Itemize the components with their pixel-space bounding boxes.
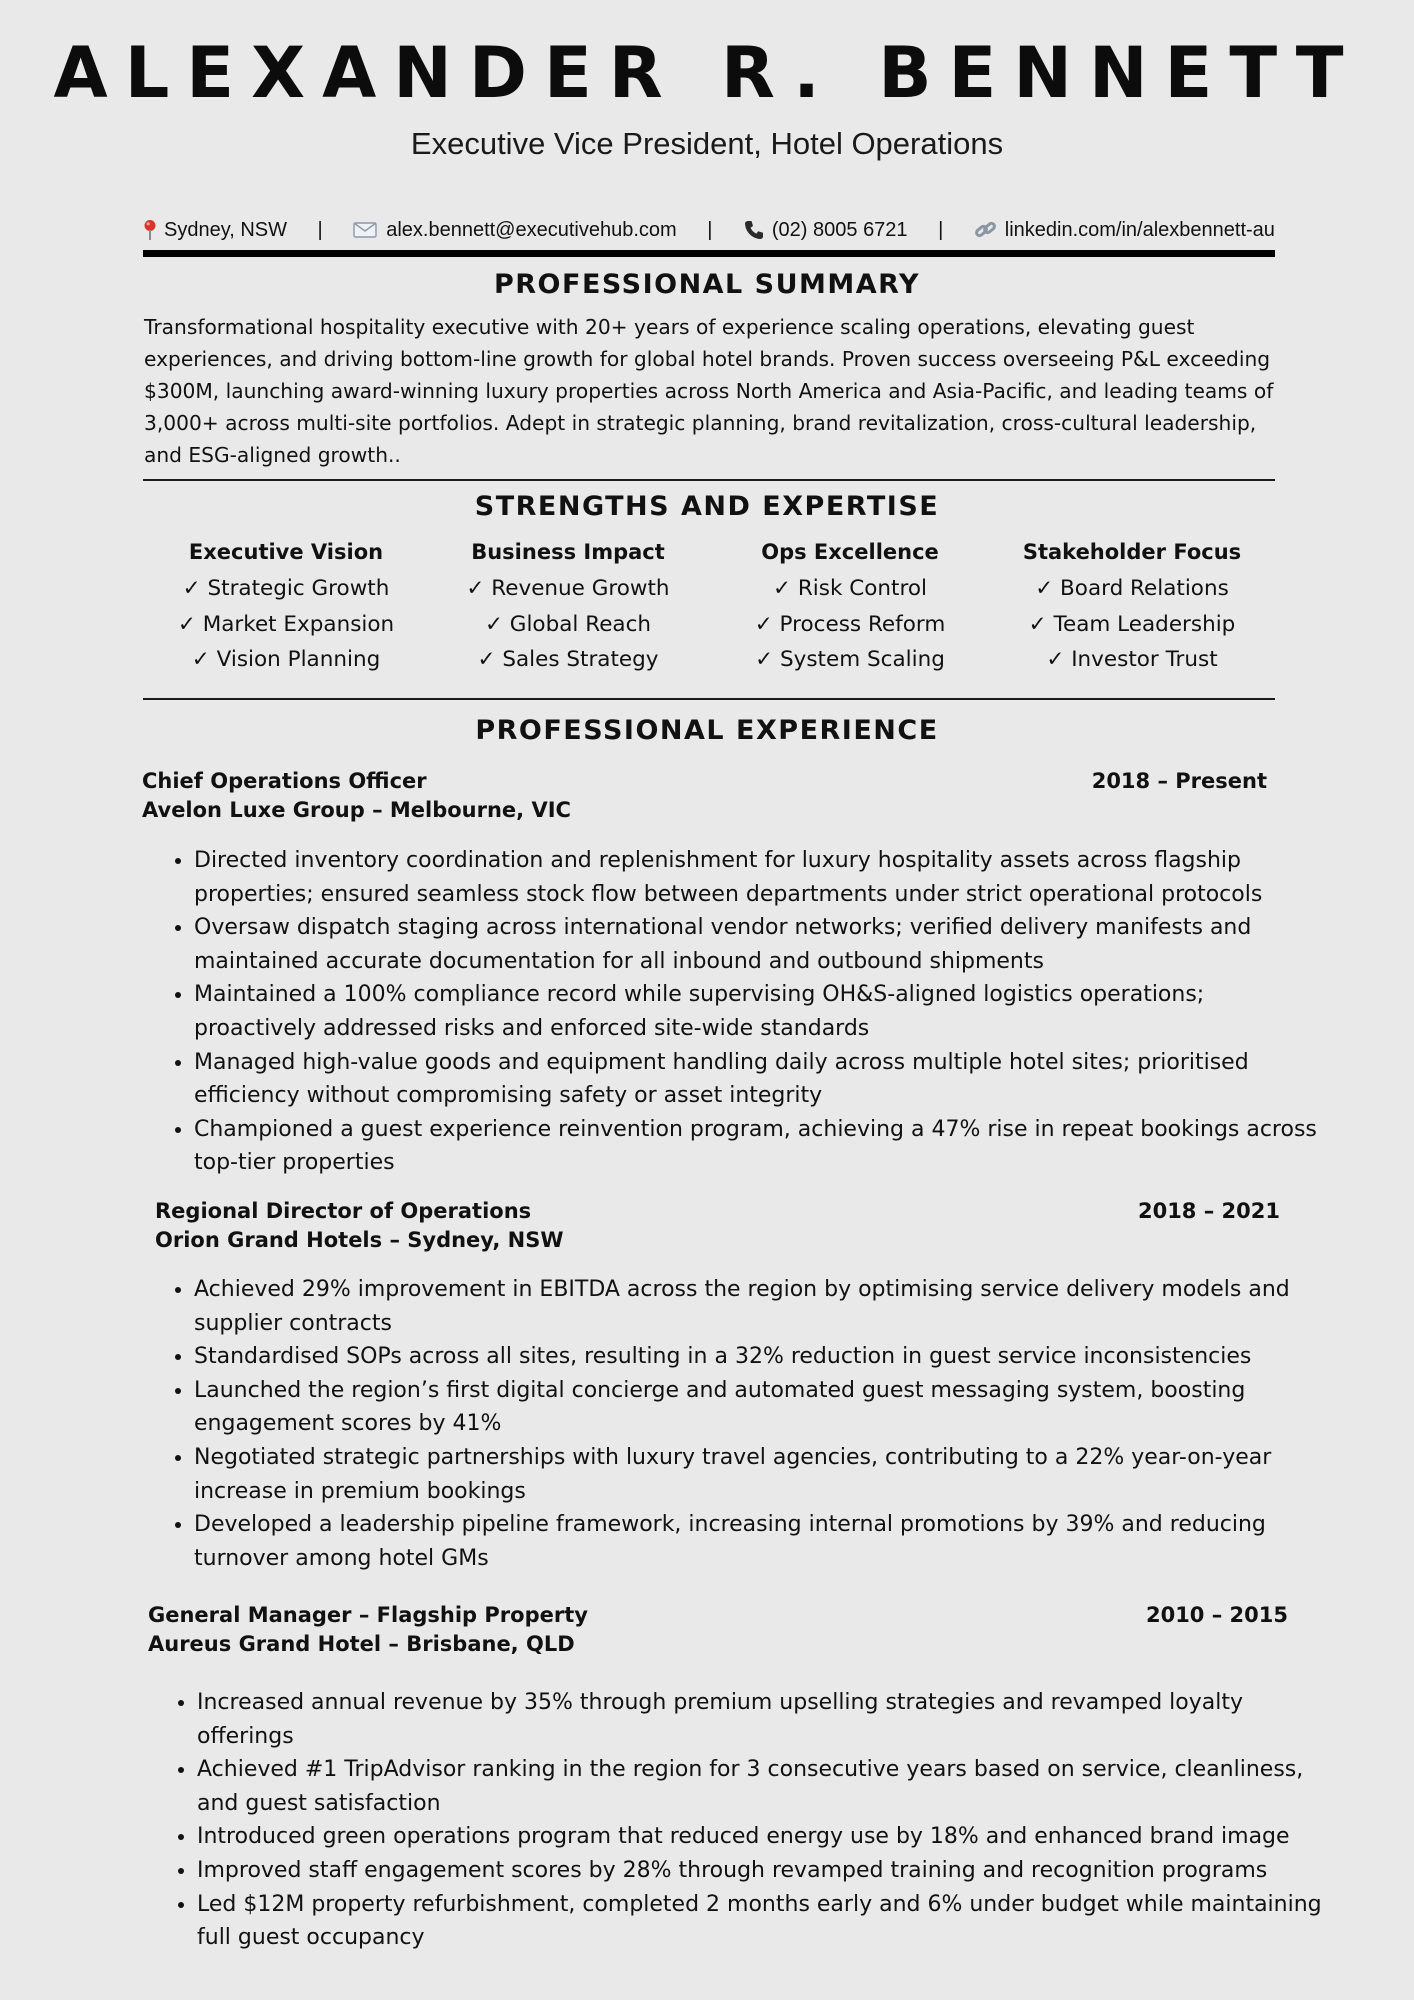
job-title: Chief Operations Officer: [142, 769, 427, 793]
email-text[interactable]: alex.bennett@executivehub.com: [386, 218, 677, 241]
job-bullet: • Introduced green operations program that reduced energy use by 18% and enhanced brand image: [197, 1820, 1340, 1854]
linkedin-text[interactable]: linkedin.com/in/alexbennett-au: [1004, 218, 1275, 241]
job-title: General Manager – Flagship Property: [148, 1603, 588, 1627]
strength-column-title: Executive Vision: [188, 540, 384, 564]
contact-linkedin[interactable]: [974, 219, 1275, 242]
phone-icon: [743, 219, 765, 241]
strength-column: [991, 536, 1273, 678]
job-bullet: • Launched the region’s first digital concierge and automated guest messaging system, boosting engagement scores by 41%: [194, 1374, 1332, 1441]
candidate-name: ALEXANDER R. BENNETT: [53, 32, 1361, 114]
job-entry: [142, 767, 1317, 1177]
section-divider: [143, 479, 1275, 481]
contact-location: [143, 219, 287, 242]
strength-item: ✓ Board Relations: [1035, 576, 1229, 601]
summary-heading: PROFESSIONAL SUMMARY: [493, 269, 921, 300]
job-dates: 2018 – Present: [1091, 769, 1267, 793]
job-bullet: • Negotiated strategic partnerships with luxury travel agencies, contributing to a 22% year-on-year increase in premium bookings: [194, 1441, 1332, 1508]
strength-item: ✓ Sales Strategy: [477, 647, 659, 672]
header-divider: [143, 250, 1275, 257]
job-title: Regional Director of Operations: [155, 1199, 532, 1223]
strength-item: ✓ Team Leadership: [1028, 611, 1236, 637]
strength-column-title: Stakeholder Focus: [1022, 540, 1242, 564]
strength-item: ✓ Risk Control: [773, 576, 927, 601]
location-text: Sydney, NSW: [164, 218, 287, 241]
strengths-heading: STRENGTHS AND EXPERTISE: [474, 491, 940, 522]
job-company: Avelon Luxe Group – Melbourne, VIC: [142, 798, 571, 822]
strength-column: [145, 536, 427, 678]
contact-email[interactable]: [353, 219, 676, 242]
job-bullet: • Managed high-value goods and equipment handling daily across multiple hotel sites; prioritised efficiency without compromising safety or asset integrity: [194, 1046, 1319, 1113]
contact-phone[interactable]: [743, 219, 908, 242]
strength-column-title: Business Impact: [471, 540, 665, 564]
strength-column: [427, 536, 709, 678]
phone-text[interactable]: (02) 8005 6721: [771, 218, 908, 241]
job-entry: [155, 1197, 1290, 1577]
contact-separator: |: [938, 218, 944, 241]
job-bullet: • Developed a leadership pipeline framework, increasing internal promotions by 39% and reducing turnover among hotel GMs: [194, 1508, 1332, 1575]
job-bullet: • Led $12M property refurbishment, completed 2 months early and 6% under budget while maintaining full guest occupancy: [197, 1888, 1340, 1955]
job-bullet: • Directed inventory coordination and replenishment for luxury hospitality assets across flagship properties; ensured seamless stock flow between departments under strict operational protocols: [194, 844, 1319, 911]
job-bullet: • Improved staff engagement scores by 28% through revamped training and recognition programs: [197, 1854, 1340, 1888]
envelope-icon: [353, 221, 379, 239]
strength-item: ✓ Vision Planning: [191, 647, 381, 672]
candidate-title: Executive Vice President, Hotel Operations: [410, 126, 1004, 161]
strength-item: ✓ Revenue Growth: [466, 576, 670, 601]
strength-item: ✓ Strategic Growth: [182, 576, 390, 601]
job-bullet: • Increased annual revenue by 35% through premium upselling strategies and revamped loyalty offerings: [197, 1686, 1340, 1753]
link-icon: [974, 219, 998, 241]
contact-separator: |: [707, 218, 713, 241]
job-company: Orion Grand Hotels – Sydney, NSW: [155, 1228, 564, 1252]
job-bullets: [142, 844, 1319, 1180]
summary-text: Transformational hospitality executive with 20+ years of experience scaling operations, elevating guest experiences, and driving bottom-line growth for global hotel brands. Proven success overseeing P&L exceeding $300M, launching award-winning luxury properties across North America and Asia-Pacific, and leading teams of 3,000+ across multi-site portfolios. Adept in strategic planning, brand revitalization, cross-cultural leadership, and ESG-aligned growth..: [144, 315, 1274, 467]
strength-item: ✓ Global Reach: [484, 611, 652, 637]
section-divider: [143, 698, 1275, 700]
strength-item: ✓ Investor Trust: [1046, 647, 1218, 672]
job-dates: 2018 – 2021: [1137, 1199, 1280, 1223]
strength-column: [709, 536, 991, 678]
job-bullet: • Achieved 29% improvement in EBITDA across the region by optimising service delivery models and supplier contracts: [194, 1273, 1332, 1340]
job-bullet: • Achieved #1 TripAdvisor ranking in the region for 3 consecutive years based on service, cleanliness, and guest satisfaction: [197, 1753, 1340, 1820]
strengths-grid: [145, 536, 1275, 678]
strength-column-title: Ops Excellence: [761, 540, 939, 564]
job-entry: [148, 1601, 1322, 1961]
contact-bar: [143, 214, 1275, 246]
job-bullet: • Oversaw dispatch staging across international vendor networks; verified delivery manifests and maintained accurate documentation for all inbound and outbound shipments: [194, 911, 1319, 978]
job-bullets: [142, 1273, 1332, 1575]
location-pin-icon: [143, 219, 157, 241]
contact-separator: |: [317, 218, 323, 241]
job-dates: 2010 – 2015: [1145, 1603, 1288, 1627]
experience-heading: PROFESSIONAL EXPERIENCE: [475, 715, 939, 746]
job-bullet: • Championed a guest experience reinvention program, achieving a 47% rise in repeat bookings across top-tier properties: [194, 1113, 1319, 1180]
strength-item: ✓ Process Reform: [754, 611, 946, 637]
job-bullets: [145, 1686, 1340, 1955]
strength-item: ✓ Market Expansion: [177, 611, 395, 637]
strength-item: ✓ System Scaling: [755, 647, 945, 672]
job-bullet: • Standardised SOPs across all sites, resulting in a 32% reduction in guest service inconsistencies: [194, 1340, 1332, 1374]
job-bullet: • Maintained a 100% compliance record while supervising OH&S-aligned logistics operations; proactively addressed risks and enforced site-wide standards: [194, 978, 1319, 1045]
job-company: Aureus Grand Hotel – Brisbane, QLD: [148, 1632, 575, 1656]
